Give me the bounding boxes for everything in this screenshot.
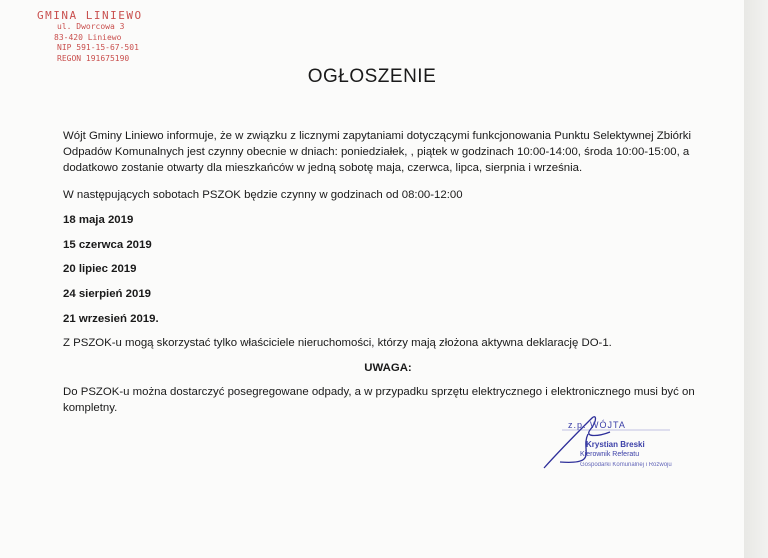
date-item: 24 sierpień 2019: [63, 287, 152, 300]
signature-name: Krystian Breski: [586, 440, 645, 449]
stamp-postal: 83-420 Liniewo: [54, 32, 122, 42]
paragraph-saturdays: W następujących sobotach PSZOK będzie czynny w godzinach od 08:00-12:00: [63, 188, 463, 201]
paragraph-eligibility: Z PSZOK-u mogą skorzystać tylko właściciele nieruchomości, którzy mają złożona aktywna deklarację DO-1.: [63, 337, 612, 350]
paragraph-warning: Do PSZOK-u można dostarczyć posegregowane odpady, a w przypadku sprzętu elektrycznego i elektronicznego musi być on kompletny.: [63, 385, 695, 414]
date-item: 20 lipiec 2019: [63, 263, 137, 276]
document-body: [63, 128, 723, 416]
warning-heading: UWAGA:: [364, 361, 412, 374]
stamp-name: GMINA LINIEWO: [37, 9, 143, 22]
date-item: 15 czerwca 2019: [63, 238, 152, 251]
signature-dept: Gospodarki Komunalnej i Rozwoju: [580, 462, 672, 468]
document-title: OGŁOSZENIE: [307, 66, 437, 87]
signature-role: z.p. WÓJTA: [568, 420, 626, 430]
stamp-street: ul. Dworcowa 3: [57, 22, 125, 31]
signature-title: Kierownik Referatu: [580, 451, 640, 458]
stamp-nip: NIP 591-15-67-501: [57, 43, 139, 52]
date-item: 21 wrzesień 2019.: [63, 312, 159, 325]
signature-stamp: [540, 410, 700, 480]
paragraph-intro: Wójt Gminy Liniewo informuje, że w związku z licznymi zapytaniami dotyczącymi funkcjonowania Punktu Selektywnej Zbiórki Odpadów Komunalnych jest czynny obecnie w dniach: poniedziałek, , piątek w godzinach 10:00-14:00, środa 10:00-15:00, a dodatkowo zostanie otwarty dla mieszkańców w jedną sobotę maja, czerwca, lipca, sierpnia i września.: [63, 130, 691, 175]
date-item: 18 maja 2019: [63, 213, 134, 226]
scan-edge: [744, 0, 768, 558]
office-stamp: [35, 9, 143, 64]
stamp-regon: REGON 191675190: [57, 53, 130, 63]
